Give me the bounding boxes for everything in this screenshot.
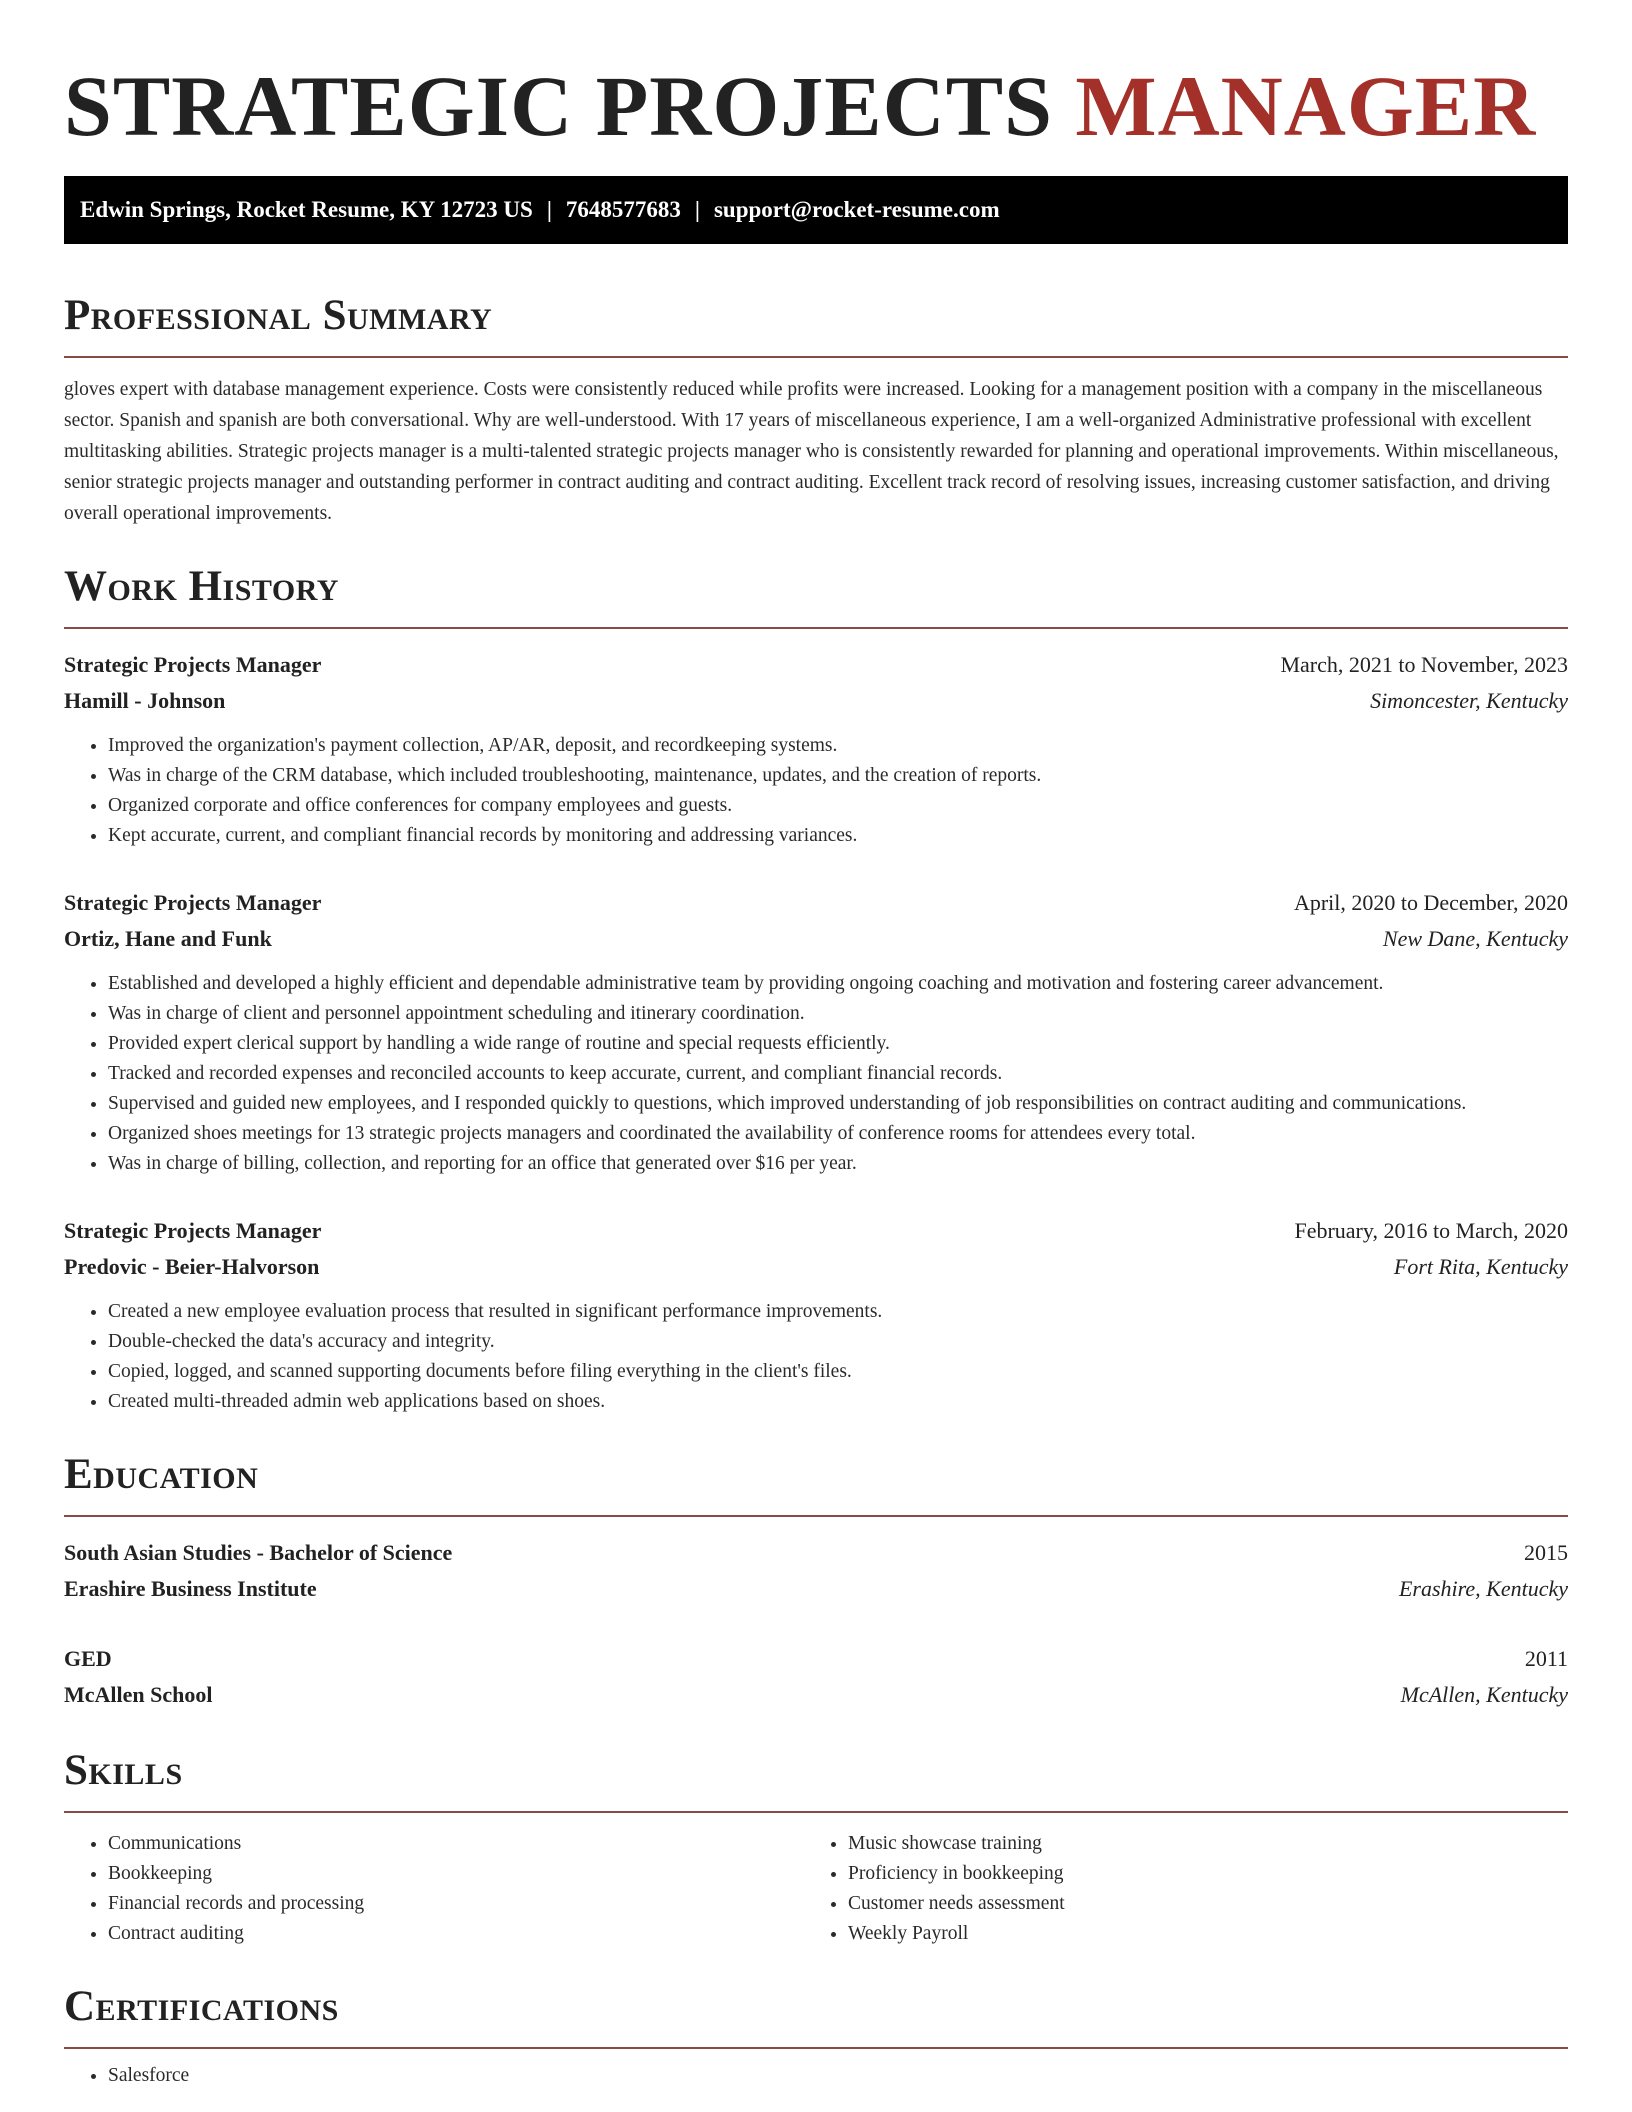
education-heading: Education bbox=[64, 1447, 1568, 1517]
list-item: • Was in charge of the CRM database, which included troubleshooting, maintenance, updates, and the creation of reports. bbox=[108, 761, 1568, 791]
contact-separator: | bbox=[546, 197, 552, 222]
job-entry bbox=[64, 1213, 1568, 1417]
list-item: • Kept accurate, current, and compliant financial records by monitoring and addressing variances. bbox=[108, 821, 1568, 851]
list-item: • Tracked and recorded expenses and reconciled accounts to keep accurate, current, and compliant financial records. bbox=[108, 1059, 1568, 1089]
certifications-section bbox=[64, 1979, 1568, 2091]
education-location: Erashire, Kentucky bbox=[1398, 1576, 1568, 1601]
summary-text: gloves expert with database management experience. Costs were consistently reduced while profits were increased. Looking for a management position with a company in the miscellaneous sector. Spanish and spanish are both conversational. Why are well-understood. With 17 years of miscellaneous experience, I am a well-organized Administrative professional with excellent multitasking abilities. Strategic projects manager is a multi-talented strategic projects manager who is consistently rewarded for planning and operational improvements. Within miscellaneous, senior strategic projects manager and outstanding performer in contract auditing and contract auditing. Excellent track record of resolving issues, increasing customer satisfaction, and driving overall operational improvements. bbox=[64, 379, 1559, 524]
job-dates: February, 2016 to March, 2020 bbox=[1294, 1218, 1568, 1243]
job-title: Strategic Projects Manager bbox=[64, 652, 322, 677]
list-item: • Bookkeeping bbox=[108, 1859, 804, 1889]
job-bullets bbox=[64, 1297, 1568, 1417]
list-item: • Copied, logged, and scanned supporting documents before filing everything in the client's files. bbox=[108, 1357, 1568, 1387]
education-location: McAllen, Kentucky bbox=[1400, 1682, 1568, 1707]
skills-section bbox=[64, 1743, 1568, 1949]
job-company: Hamill - Johnson bbox=[64, 688, 226, 713]
education-degree: GED bbox=[64, 1646, 112, 1671]
work-history-section bbox=[64, 559, 1568, 1417]
job-company-row bbox=[64, 1249, 1568, 1285]
list-item: • Music showcase training bbox=[848, 1829, 1568, 1859]
skills-right-list bbox=[804, 1829, 1568, 1949]
education-school: McAllen School bbox=[64, 1682, 213, 1707]
contact-address: Edwin Springs, Rocket Resume, KY 12723 US bbox=[80, 197, 533, 222]
work-history-heading: Work History bbox=[64, 559, 1568, 629]
job-location: Fort Rita, Kentucky bbox=[1393, 1254, 1568, 1279]
education-section bbox=[64, 1447, 1568, 1713]
job-dates: April, 2020 to December, 2020 bbox=[1293, 890, 1568, 915]
list-item: • Customer needs assessment bbox=[848, 1889, 1568, 1919]
list-item: • Was in charge of billing, collection, and reporting for an office that generated over $16 per year. bbox=[108, 1149, 1568, 1179]
contact-bar bbox=[64, 176, 1568, 244]
job-title-row bbox=[64, 885, 1568, 921]
job-location: Simoncester, Kentucky bbox=[1370, 688, 1568, 713]
job-bullets bbox=[64, 731, 1568, 851]
list-item: • Provided expert clerical support by handling a wide range of routine and special requests efficiently. bbox=[108, 1029, 1568, 1059]
job-bullets bbox=[64, 969, 1568, 1179]
list-item: • Created multi-threaded admin web applications based on shoes. bbox=[108, 1387, 1568, 1417]
list-item: • Salesforce bbox=[108, 2061, 1568, 2091]
title-accent: MANAGER bbox=[1075, 58, 1537, 154]
summary-section bbox=[64, 288, 1568, 529]
education-entry bbox=[64, 1535, 1568, 1607]
list-item: • Double-checked the data's accuracy and integrity. bbox=[108, 1327, 1568, 1357]
summary-heading: Professional Summary bbox=[64, 288, 1568, 358]
job-company: Ortiz, Hane and Funk bbox=[64, 926, 272, 951]
skills-left-list bbox=[64, 1829, 804, 1949]
education-school-row bbox=[64, 1571, 1568, 1607]
certifications-heading: Certifications bbox=[64, 1979, 1568, 2049]
education-degree-row bbox=[64, 1535, 1568, 1571]
education-year: 2011 bbox=[1524, 1646, 1568, 1671]
list-item: • Communications bbox=[108, 1829, 804, 1859]
job-title-row bbox=[64, 1213, 1568, 1249]
list-item: • Was in charge of client and personnel appointment scheduling and itinerary coordination. bbox=[108, 999, 1568, 1029]
job-company-row bbox=[64, 921, 1568, 957]
certifications-list bbox=[64, 2061, 1568, 2091]
job-company-row bbox=[64, 683, 1568, 719]
list-item: • Established and developed a highly efficient and dependable administrative team by providing ongoing coaching and motivation and fostering career advancement. bbox=[108, 969, 1568, 999]
contact-separator: | bbox=[694, 197, 700, 222]
list-item: • Weekly Payroll bbox=[848, 1919, 1568, 1949]
job-title: Strategic Projects Manager bbox=[64, 1218, 322, 1243]
education-entry bbox=[64, 1641, 1568, 1713]
skills-columns bbox=[64, 1829, 1568, 1949]
job-company: Predovic - Beier-Halvorson bbox=[64, 1254, 320, 1279]
list-item: • Created a new employee evaluation process that resulted in significant performance improvements. bbox=[108, 1297, 1568, 1327]
list-item: • Supervised and guided new employees, and I responded quickly to questions, which improved understanding of job responsibilities on contract auditing and communications. bbox=[108, 1089, 1568, 1119]
list-item: • Organized corporate and office conferences for company employees and guests. bbox=[108, 791, 1568, 821]
job-entry bbox=[64, 885, 1568, 1179]
title-main: STRATEGIC PROJECTS bbox=[64, 58, 1053, 154]
list-item: • Organized shoes meetings for 13 strategic projects managers and coordinated the availability of conference rooms for attendees every total. bbox=[108, 1119, 1568, 1149]
job-title-row bbox=[64, 647, 1568, 683]
list-item: • Contract auditing bbox=[108, 1919, 804, 1949]
job-title: Strategic Projects Manager bbox=[64, 890, 322, 915]
job-entry bbox=[64, 647, 1568, 851]
list-item: • Proficiency in bookkeeping bbox=[848, 1859, 1568, 1889]
education-degree: South Asian Studies - Bachelor of Science bbox=[64, 1540, 453, 1565]
contact-phone[interactable]: 7648577683 bbox=[565, 197, 681, 222]
job-location: New Dane, Kentucky bbox=[1382, 926, 1568, 951]
page-title bbox=[64, 56, 1568, 156]
contact-email[interactable]: support@rocket-resume.com bbox=[713, 197, 1000, 222]
education-school-row bbox=[64, 1677, 1568, 1713]
job-dates: March, 2021 to November, 2023 bbox=[1280, 652, 1568, 677]
education-school: Erashire Business Institute bbox=[64, 1576, 317, 1601]
education-year: 2015 bbox=[1524, 1540, 1568, 1565]
list-item: • Improved the organization's payment collection, AP/AR, deposit, and recordkeeping systems. bbox=[108, 731, 1568, 761]
list-item: • Financial records and processing bbox=[108, 1889, 804, 1919]
education-degree-row bbox=[64, 1641, 1568, 1677]
skills-heading: Skills bbox=[64, 1743, 1568, 1813]
